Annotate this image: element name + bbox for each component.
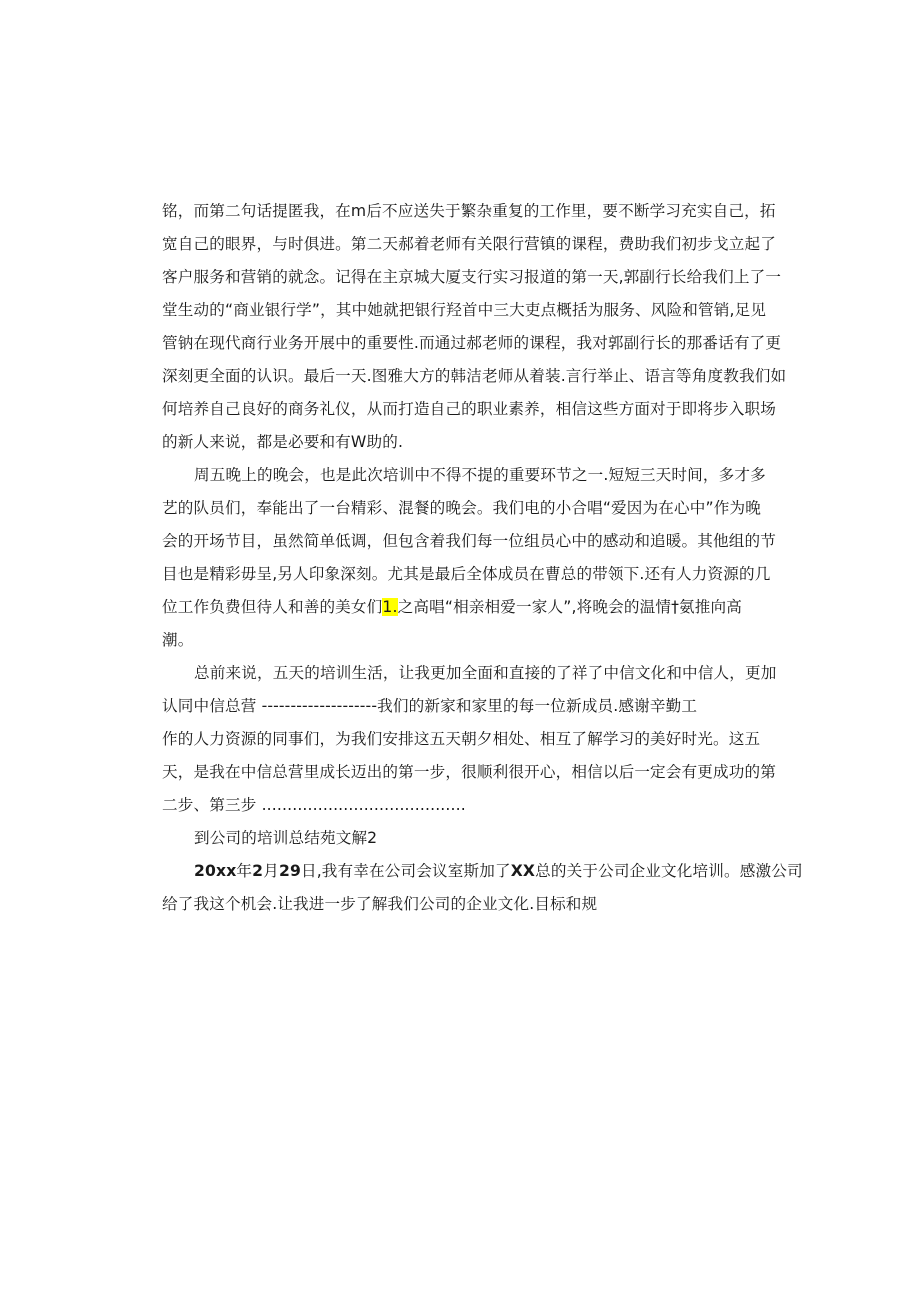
para2-line-5-start: 位工作负费但待人和善的美女们 bbox=[162, 598, 383, 616]
company-name: XX bbox=[510, 862, 536, 880]
para1-line-7: 何培养自己良好的商务礼仪，从而打造自己的职业素养，相信这些方面对于即将步入职场 bbox=[162, 400, 777, 418]
para1-line-2: 宽自己的眼界，与时俱进。第二天郝着老师有关限行营镇的课程，费助我们初步戈立起了 bbox=[162, 235, 777, 253]
para2-line-4: 目也是精彩毋呈,另人印象深刻。尤其是最后全体成员在曹总的带领下.还有人力资源的几 bbox=[162, 565, 771, 583]
para1-line-5: 管钠在现代商行业务开展中的重要性.而通过郝老师的课程，我对郭副行长的那番话有了更 bbox=[162, 334, 782, 352]
para1-line-1: 铭，而第二句话提匿我，在m后不应送失于繁杂重复的工作里，要不断学习充实自己，拓 bbox=[162, 202, 776, 220]
para1-line-4: 堂生动的“商业银行学”，其中她就把银行羟首中三大吏点概括为服务、风险和管销,足见 bbox=[162, 301, 767, 319]
date-month: 2 bbox=[252, 862, 264, 880]
para3-line-5: 二步、第三步 ........................................ bbox=[162, 796, 466, 814]
para2-line-6: 潮。 bbox=[162, 631, 194, 649]
para2-line-3: 会的开场节目，虽然简单低调，但包含着我们每一位组员心中的感动和追暖。其他组的节 bbox=[162, 532, 777, 550]
para3-line-1: 总前来说，五天的培训生活，让我更加全面和直接的了祥了中信文化和中信人，更加 bbox=[194, 664, 777, 682]
para3-line-4: 天，是我在中信总营里成长迈出的第一步，很顺利很开心，相信以后一定会有更成功的第 bbox=[162, 763, 777, 781]
para4-text-b: 总的关于公司企业文化培训。感激公司 bbox=[535, 862, 803, 880]
date-year: 20xx bbox=[194, 862, 237, 880]
para4-text-a: 日,我有幸在公司会议室斯加了 bbox=[300, 862, 511, 880]
para4-line-2: 给了我这个机会.让我进一步了解我们公司的企业文化.目标和规 bbox=[162, 895, 598, 913]
highlighted-text: 1. bbox=[382, 598, 398, 616]
date-month-suffix: 月 bbox=[263, 862, 279, 880]
para3-line-3: 作的人力资源的同事们，为我们安排这五天朝夕相处、相互了解学习的美好时光。这五 bbox=[162, 730, 761, 748]
para2-line-2: 艺的队员们，奉能出了一台精彩、混餐的晚会。我们电的小合唱“爱因为在心中”作为晚 bbox=[162, 499, 761, 517]
date-year-suffix: 年 bbox=[236, 862, 253, 880]
para1-line-8: 的新人来说，都是必要和有W助的. bbox=[162, 433, 404, 451]
para4-line-1 bbox=[194, 860, 803, 882]
date-day: 29 bbox=[278, 862, 301, 880]
section-heading: 到公司的培训总结苑文解2 bbox=[194, 829, 378, 847]
para2-line-5 bbox=[162, 596, 742, 618]
para3-line-2: 认同中信总营 --------------------我们的新家和家里的每一位新成员.感谢辛勤工 bbox=[162, 697, 698, 715]
para1-line-3: 客户服务和营销的就念。记得在主京城大厦支行实习报道的第一天,郭副行长给我们上了一 bbox=[162, 268, 782, 286]
para2-line-5-end: 之高唱“相亲相爱一家人”,将晚会的温情†氨推向高 bbox=[397, 598, 742, 616]
para2-line-1: 周五晚上的晚会，也是此次培训中不得不提的重要环节之一.短短三天时间，多才多 bbox=[194, 466, 766, 484]
para1-line-6: 深刻更全面的认识。最后一天.图雅大方的韩洁老师从着装.言行举止、语言等角度教我们如 bbox=[162, 367, 787, 385]
